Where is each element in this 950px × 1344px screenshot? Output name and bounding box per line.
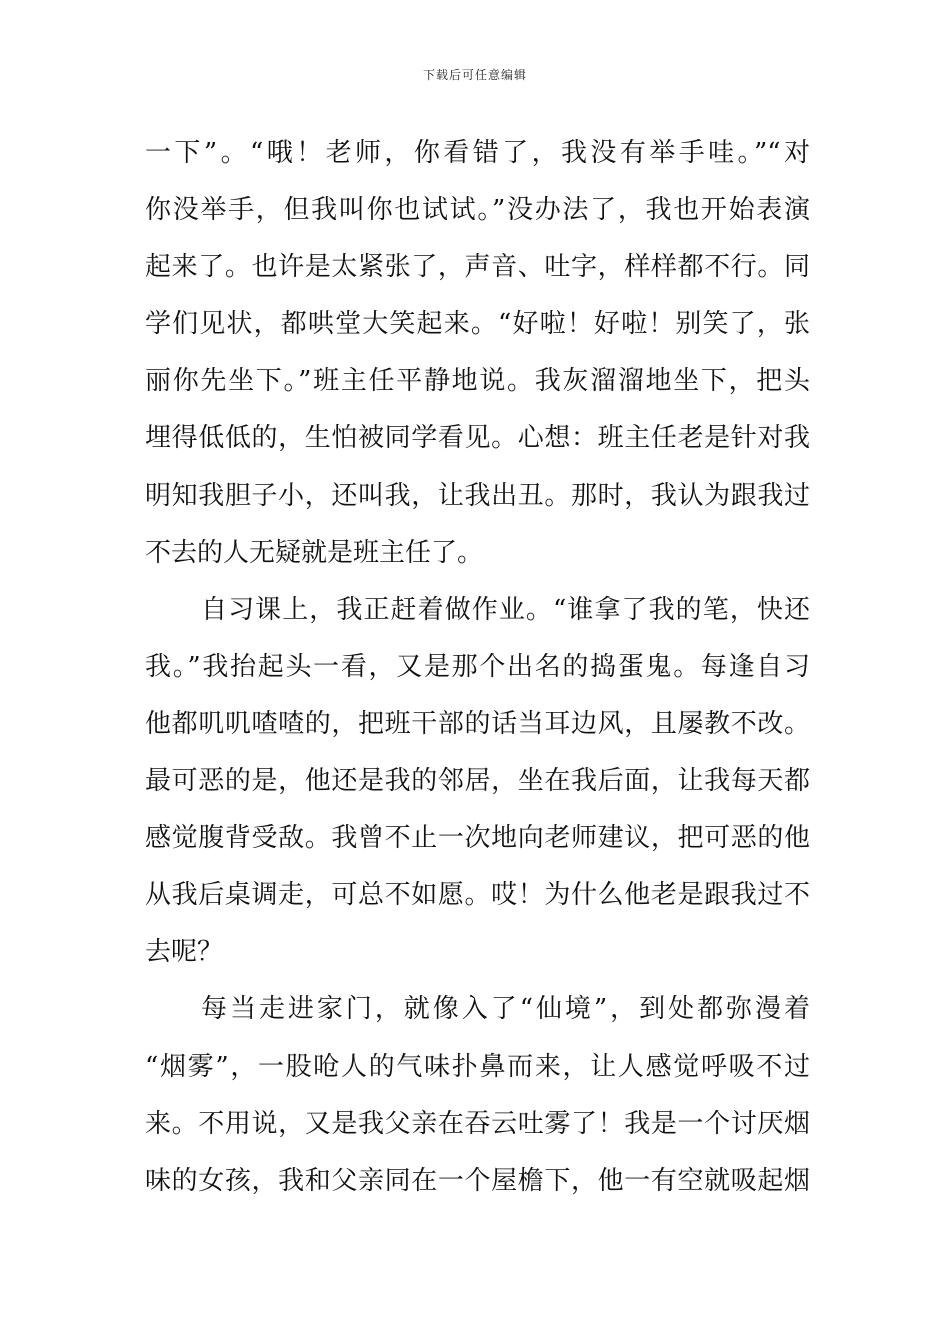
text-line: 丽你先坐下。”班主任平静地说。我灰溜溜地坐下，把头 xyxy=(145,366,810,397)
text-line: 来。不用说，又是我父亲在吞云吐雾了！我是一个讨厌烟 xyxy=(145,1108,810,1139)
body-text xyxy=(145,125,810,1210)
page-header: 下载后可任意编辑 xyxy=(422,68,527,82)
text-line: 从我后桌调走，可总不如愿。哎！为什么他老是跟我过不 xyxy=(145,880,810,911)
text-line: 埋得低低的，生怕被同学看见。心想：班主任老是针对我 xyxy=(145,423,810,454)
paragraph-start-line: 自习课上，我正赶着做作业。“谁拿了我的笔，快还 xyxy=(201,594,810,625)
text-line: 明知我胆子小，还叫我，让我出丑。那时，我认为跟我过 xyxy=(145,480,810,511)
text-line: 最可恶的是，他还是我的邻居，坐在我后面，让我每天都 xyxy=(145,766,810,797)
text-line: 一下”。“哦！老师，你看错了，我没有举手哇。”“对 xyxy=(145,138,810,168)
paragraph-end-line: 去呢？ xyxy=(145,937,224,968)
text-line: 你没举手，但我叫你也试试。”没办法了，我也开始表演 xyxy=(145,195,810,226)
text-line: 感觉腹背受敌。我曾不止一次地向老师建议，把可恶的他 xyxy=(145,823,810,854)
text-line: 他都叽叽喳喳的，把班干部的话当耳边风，且屡教不改。 xyxy=(145,708,810,739)
text-line: 味的女孩，我和父亲同在一个屋檐下，他一有空就吸起烟 xyxy=(145,1165,810,1196)
text-line: 我。”我抬起头一看，又是那个出名的捣蛋鬼。每逢自习 xyxy=(145,651,810,682)
text-line: “烟雾”，一股呛人的气味扑鼻而来，让人感觉呼吸不过 xyxy=(145,1051,810,1082)
paragraph-start-line: 每当走进家门，就像入了“仙境”，到处都弥漫着 xyxy=(201,994,810,1025)
text-line: 学们见状，都哄堂大笑起来。“好啦！好啦！别笑了，张 xyxy=(145,309,810,340)
paragraph-end-line: 不去的人无疑就是班主任了。 xyxy=(145,537,484,568)
text-line: 起来了。也许是太紧张了，声音、吐字，样样都不行。同 xyxy=(145,252,810,283)
